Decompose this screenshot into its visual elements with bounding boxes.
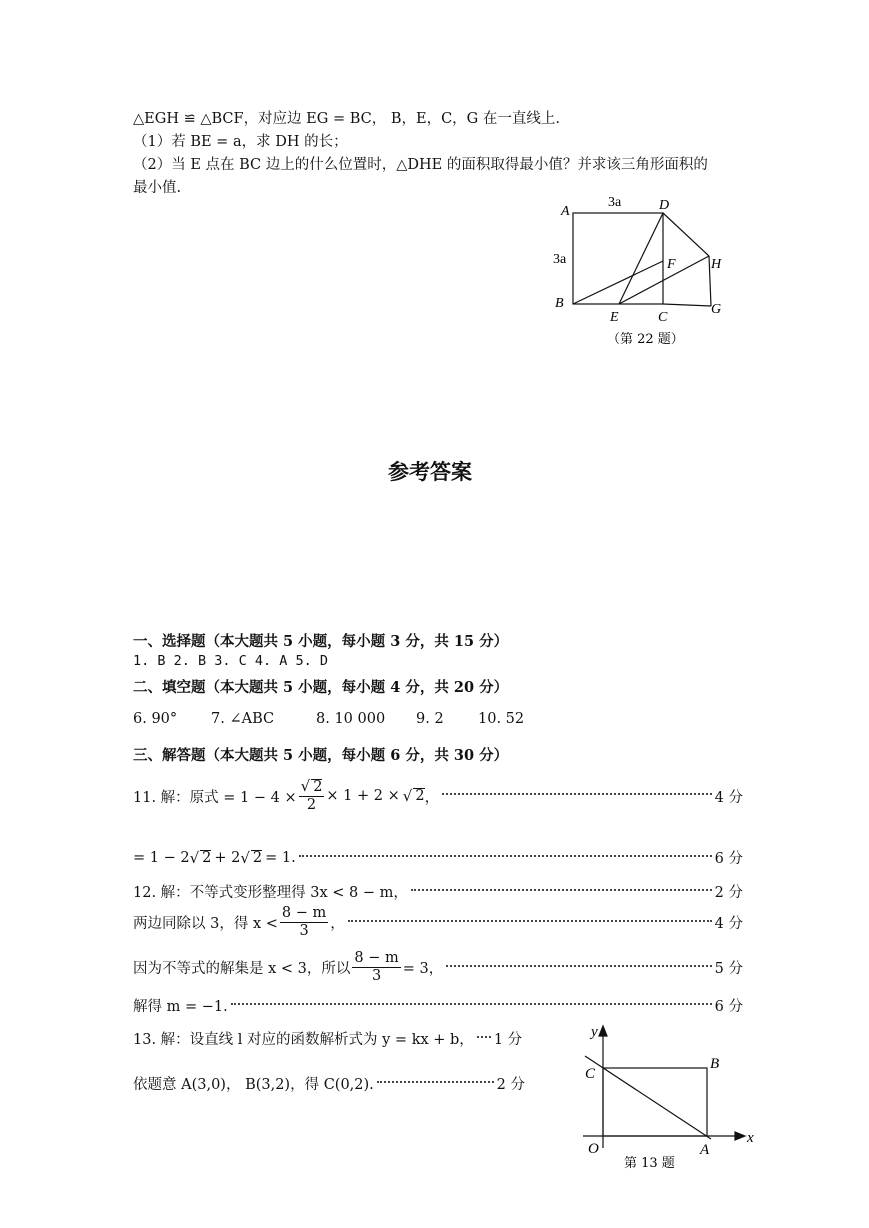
label-a: A <box>561 204 570 219</box>
q12-l2-prefix: 两边同除以 3，得 x < <box>133 916 278 932</box>
answer-8: 8. 10 000 <box>316 711 386 727</box>
q12-s2: 4 分 <box>714 916 743 932</box>
p22-part1: （1）若 BE = a，求 DH 的长； <box>133 134 348 150</box>
label-o: O <box>588 1141 599 1157</box>
q12-l3-den: 3 <box>371 968 382 984</box>
dot-leader <box>377 1081 494 1083</box>
q12-l2-den: 3 <box>299 923 309 939</box>
y-axis-arrow <box>599 1026 607 1036</box>
q12-l3-prefix: 因为不等式的解集是 x < 3，所以 <box>133 961 351 977</box>
answer-10: 10. 52 <box>478 711 525 727</box>
q11-line1: 11. 解：原式 = 1 − 4 × $\frac{√ 2}{2}$ × 1 + 2 × √ 2 ， 4 分 <box>133 777 743 813</box>
q11-suffix: ， <box>424 789 440 806</box>
q12-line2 <box>133 905 743 940</box>
answers-title: 参考答案 <box>388 461 472 484</box>
q12-l3-fraction <box>352 950 400 985</box>
segment-eh <box>619 256 709 304</box>
q11-line2-sqrt2: 2 <box>252 849 263 866</box>
figure-13-caption: 第 13 题 <box>624 1156 675 1171</box>
label-x: x <box>747 1130 754 1146</box>
label-c: C <box>658 310 668 325</box>
label-c13: C <box>585 1066 596 1082</box>
p22-part2a: （2）当 E 点在 BC 边上的什么位置时，△DHE 的面积取得最小值？并求该三角形面积的 <box>133 157 708 173</box>
p22-part2b: 最小值. <box>133 180 182 196</box>
q12-line1 <box>133 881 743 902</box>
q12-s3: 5 分 <box>714 961 743 977</box>
label-e: E <box>610 310 619 325</box>
label-a13: A <box>700 1142 710 1158</box>
figure-13 <box>575 1020 775 1175</box>
label-h: H <box>711 257 722 272</box>
section1-heading: 一、选择题（本大题共 5 小题，每小题 3 分，共 15 分） <box>133 633 509 650</box>
section1-answers: 1. B 2. B 3. C 4. A 5. D <box>133 653 329 669</box>
label-b13: B <box>710 1056 720 1072</box>
q11-sqrt: 2 <box>415 788 425 804</box>
segment-cg <box>663 304 711 306</box>
q11-line2: = 1 − 2 √ 2 + 2 √ 2 = 1. 6 分 <box>133 848 743 867</box>
q11-frac-den: 2 <box>306 797 317 813</box>
dot-leader <box>477 1036 491 1038</box>
q11-score2: 6 分 <box>714 851 743 867</box>
segment-bf <box>573 261 663 304</box>
x-axis-arrow <box>735 1132 745 1140</box>
section3-heading: 三、解答题（本大题共 5 小题，每小题 6 分，共 30 分） <box>133 747 509 764</box>
q11-fraction: $\frac{√ 2}{2}$ <box>300 777 323 813</box>
q11-score1: 4 分 <box>714 789 743 806</box>
q13-line2 <box>133 1073 525 1094</box>
answer-6: 6. 90° <box>133 711 178 727</box>
q11-line2-sqrt1: 2 <box>202 849 212 866</box>
q11-middle: × 1 + 2 × <box>326 788 400 804</box>
label-left-side: 3a <box>553 252 567 267</box>
q11-line2-b: + 2 <box>214 849 241 866</box>
dot-leader <box>446 965 711 967</box>
q12-l4: 解得 m = −1. <box>133 999 228 1015</box>
q12-l1: 12. 解：不等式变形整理得 3x < 8 − m， <box>133 885 408 901</box>
figure-22-caption: （第 22 题） <box>607 332 684 347</box>
q13-line1 <box>133 1028 523 1049</box>
q11-frac-num: 2 <box>313 779 323 795</box>
answer-9: 9. 2 <box>416 711 444 727</box>
q13-s2: 2 分 <box>496 1077 525 1093</box>
q13-l1: 13. 解：设直线 l 对应的函数解析式为 y = kx + b， <box>133 1032 474 1048</box>
segment-dh <box>663 213 709 256</box>
answer-7: 7. ∠ABC <box>211 711 275 727</box>
p22-line1: △EGH ≌ △BCF，对应边 EG = BC， B，E，C，G 在一直线上. <box>133 111 560 127</box>
q12-s1: 2 分 <box>714 885 743 901</box>
q12-l3-suffix: = 3， <box>402 961 444 977</box>
q12-line4 <box>133 995 743 1016</box>
label-y: y <box>591 1024 598 1040</box>
q12-l3-num: 8 − m <box>354 950 399 966</box>
label-g: G <box>711 302 722 317</box>
dot-leader <box>411 889 712 891</box>
segment-de <box>619 213 663 304</box>
dot-leader <box>442 793 712 795</box>
q11-prefix: 11. 解：原式 = 1 − 4 × <box>133 789 297 806</box>
q12-s4: 6 分 <box>714 999 743 1015</box>
q13-s1: 1 分 <box>493 1032 523 1048</box>
dot-leader <box>348 920 712 922</box>
dot-leader <box>299 855 712 857</box>
q12-l2-num: 8 − m <box>281 905 327 921</box>
rect-abcd <box>573 213 663 304</box>
q12-l2-fraction <box>280 905 328 940</box>
q11-line2-c: = 1. <box>265 849 296 866</box>
label-top-side: 3a <box>608 195 622 210</box>
q11-line2-a: = 1 − 2 <box>133 849 190 866</box>
q12-l2-suffix: ， <box>330 916 345 932</box>
section2-heading: 二、填空题（本大题共 5 小题，每小题 4 分，共 20 分） <box>133 679 509 696</box>
label-b: B <box>555 296 564 311</box>
label-d: D <box>659 198 670 213</box>
dot-leader <box>231 1003 712 1005</box>
label-f: F <box>667 257 676 272</box>
figure-22 <box>545 190 745 355</box>
q13-l2: 依题意 A(3,0)， B(3,2)，得 C(0,2). <box>133 1077 374 1093</box>
q12-line3 <box>133 950 743 985</box>
